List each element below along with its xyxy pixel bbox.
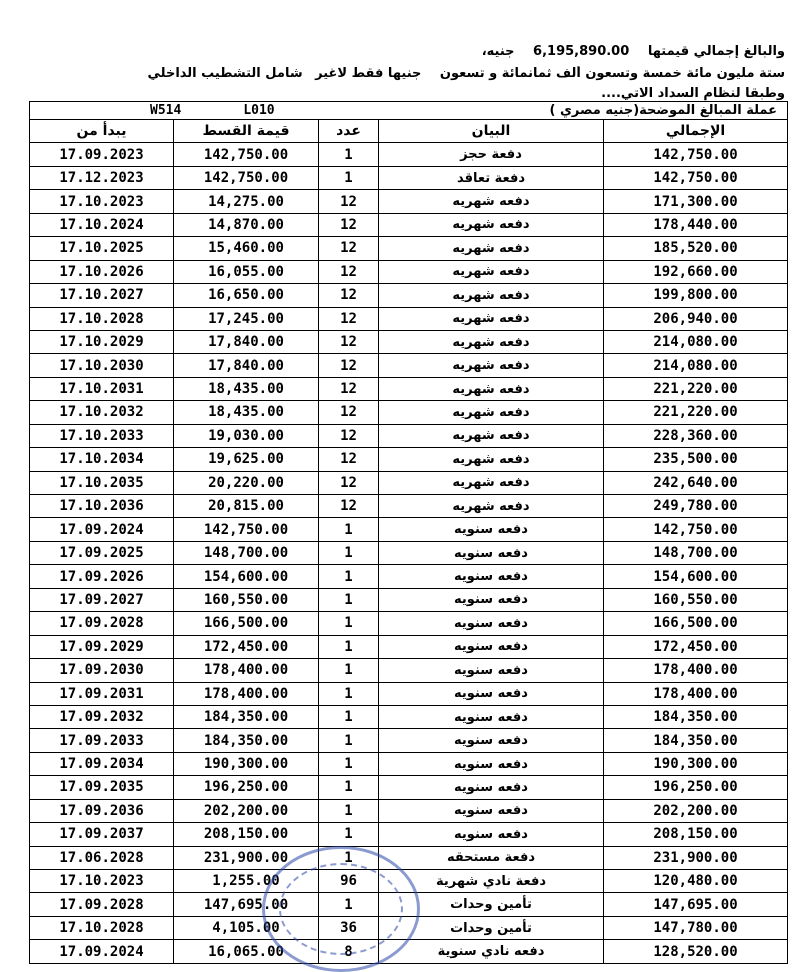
cell-total: 202,200.00: [604, 799, 788, 822]
cell-installment: 160,550.00: [174, 588, 319, 611]
cell-start: 17.10.2027: [30, 284, 174, 307]
cell-installment: 178,400.00: [174, 659, 319, 682]
cell-count: 1: [319, 518, 379, 541]
cell-installment: 202,200.00: [174, 799, 319, 822]
cell-count: 1: [319, 166, 379, 189]
cell-description: دفعه سنويه: [379, 799, 604, 822]
cell-start: 17.09.2037: [30, 823, 174, 846]
table-row: [30, 565, 788, 588]
total-value-currency: جنيه،: [481, 44, 515, 59]
table-row: [30, 682, 788, 705]
cell-start: 17.09.2031: [30, 682, 174, 705]
cell-description: دفعه شهريه: [379, 213, 604, 236]
cell-description: دفعة تعاقد: [379, 166, 604, 189]
cell-count: 96: [319, 870, 379, 893]
cell-count: 12: [319, 377, 379, 400]
cell-description: دفعه سنويه: [379, 565, 604, 588]
cell-start: 17.06.2028: [30, 846, 174, 869]
cell-installment: 19,030.00: [174, 424, 319, 447]
cell-start: 17.09.2029: [30, 635, 174, 658]
table-row: [30, 471, 788, 494]
cell-installment: 19,625.00: [174, 448, 319, 471]
table-row: [30, 237, 788, 260]
cell-installment: 14,870.00: [174, 213, 319, 236]
cell-total: 147,780.00: [604, 916, 788, 939]
header-line-2: [14, 44, 785, 59]
cell-total: 172,450.00: [604, 635, 788, 658]
cell-description: دفعه شهريه: [379, 471, 604, 494]
column-header-description: البيان: [379, 120, 604, 143]
cell-start: 17.10.2035: [30, 471, 174, 494]
cell-count: 12: [319, 354, 379, 377]
table-row: [30, 893, 788, 916]
cell-total: 142,750.00: [604, 518, 788, 541]
cell-installment: 172,450.00: [174, 635, 319, 658]
cell-start: 17.10.2030: [30, 354, 174, 377]
total-value-label: والبالغ إجمالي قيمتها: [647, 44, 785, 59]
cell-total: 148,700.00: [604, 541, 788, 564]
cell-count: 8: [319, 940, 379, 963]
cell-start: 17.09.2024: [30, 940, 174, 963]
amount-in-words: ستة مليون مائة خمسة وتسعون ألف ثمانمائة و تسعون: [439, 66, 785, 81]
cell-count: 12: [319, 495, 379, 518]
cell-total: 154,600.00: [604, 565, 788, 588]
cell-start: 17.09.2026: [30, 565, 174, 588]
cell-description: دفعه سنويه: [379, 729, 604, 752]
cell-start: 17.09.2033: [30, 729, 174, 752]
header-line-4: [14, 86, 785, 101]
cell-count: 1: [319, 565, 379, 588]
cell-description: دفعه سنويه: [379, 705, 604, 728]
cell-total: 184,350.00: [604, 705, 788, 728]
cell-start: 17.10.2033: [30, 424, 174, 447]
cell-total: 142,750.00: [604, 166, 788, 189]
cell-total: 166,500.00: [604, 612, 788, 635]
table-row: [30, 330, 788, 353]
cell-installment: 208,150.00: [174, 823, 319, 846]
cell-count: 12: [319, 237, 379, 260]
cell-count: 12: [319, 401, 379, 424]
cell-count: 12: [319, 190, 379, 213]
payment-system-intro: وطبقا لنظام السداد الاتي....: [601, 86, 785, 101]
table-row: [30, 752, 788, 775]
cell-start: 17.09.2027: [30, 588, 174, 611]
cell-installment: 142,750.00: [174, 518, 319, 541]
finishing-note: شامل التشطيب الداخلي: [147, 66, 303, 81]
cell-start: 17.10.2025: [30, 237, 174, 260]
cell-installment: 142,750.00: [174, 166, 319, 189]
cell-start: 17.09.2023: [30, 143, 174, 166]
cell-total: 214,080.00: [604, 354, 788, 377]
cell-description: دفعه سنويه: [379, 659, 604, 682]
cell-start: 17.12.2023: [30, 166, 174, 189]
cell-count: 12: [319, 307, 379, 330]
cell-start: 17.10.2031: [30, 377, 174, 400]
cell-start: 17.09.2034: [30, 752, 174, 775]
cell-total: 178,400.00: [604, 659, 788, 682]
cell-total: 147,695.00: [604, 893, 788, 916]
cell-description: دفعة مستحقه: [379, 846, 604, 869]
building-code: W514: [150, 103, 182, 118]
cell-installment: 147,695.00: [174, 893, 319, 916]
cell-description: دفعة نادي شهرية: [379, 870, 604, 893]
table-row: [30, 916, 788, 939]
cell-total: 214,080.00: [604, 330, 788, 353]
amount-only-note: جنيها فقط لاغير: [315, 66, 422, 81]
table-row: [30, 190, 788, 213]
cell-count: 12: [319, 260, 379, 283]
cell-description: دفعه شهريه: [379, 424, 604, 447]
cell-count: 1: [319, 799, 379, 822]
cell-installment: 16,055.00: [174, 260, 319, 283]
cell-description: دفعه شهريه: [379, 190, 604, 213]
cell-count: 1: [319, 823, 379, 846]
cell-total: 192,660.00: [604, 260, 788, 283]
table-row: [30, 284, 788, 307]
cell-start: 17.09.2032: [30, 705, 174, 728]
cell-total: 160,550.00: [604, 588, 788, 611]
column-header-count: عدد: [319, 120, 379, 143]
cell-total: 185,520.00: [604, 237, 788, 260]
table-row: [30, 354, 788, 377]
table-row: [30, 166, 788, 189]
cell-total: 249,780.00: [604, 495, 788, 518]
table-row: [30, 424, 788, 447]
column-header-total: الإجمالي: [604, 120, 788, 143]
cell-total: 142,750.00: [604, 143, 788, 166]
cell-count: 1: [319, 846, 379, 869]
cell-start: 17.09.2030: [30, 659, 174, 682]
column-header-installment: قيمة القسط: [174, 120, 319, 143]
cell-installment: 166,500.00: [174, 612, 319, 635]
table-row: [30, 495, 788, 518]
cell-installment: 190,300.00: [174, 752, 319, 775]
table-row: [30, 612, 788, 635]
cell-start: 17.10.2023: [30, 190, 174, 213]
cell-start: 17.10.2023: [30, 870, 174, 893]
cell-installment: 184,350.00: [174, 705, 319, 728]
table-row: [30, 776, 788, 799]
cell-description: تأمين وحدات: [379, 916, 604, 939]
cell-count: 1: [319, 776, 379, 799]
cell-description: دفعه سنويه: [379, 612, 604, 635]
cell-installment: 20,220.00: [174, 471, 319, 494]
table-row: [30, 940, 788, 963]
cell-installment: 17,840.00: [174, 354, 319, 377]
cell-start: 17.10.2036: [30, 495, 174, 518]
cell-count: 12: [319, 471, 379, 494]
cell-start: 17.10.2034: [30, 448, 174, 471]
cell-installment: 196,250.00: [174, 776, 319, 799]
cell-total: 171,300.00: [604, 190, 788, 213]
cell-total: 221,220.00: [604, 377, 788, 400]
cell-count: 1: [319, 682, 379, 705]
table-row: [30, 705, 788, 728]
cell-installment: 154,600.00: [174, 565, 319, 588]
cell-start: 17.10.2024: [30, 213, 174, 236]
cell-description: دفعه شهريه: [379, 237, 604, 260]
codes-cell: [30, 102, 788, 120]
table-row: [30, 260, 788, 283]
table-row: [30, 823, 788, 846]
cell-count: 1: [319, 659, 379, 682]
cell-start: 17.10.2032: [30, 401, 174, 424]
cell-start: 17.10.2028: [30, 916, 174, 939]
cell-installment: 18,435.00: [174, 377, 319, 400]
cell-description: دفعه شهريه: [379, 495, 604, 518]
cell-count: 1: [319, 541, 379, 564]
cell-installment: 4,105.00: [174, 916, 319, 939]
unit-code: L010: [243, 103, 275, 118]
table-row: [30, 213, 788, 236]
cell-description: دفعه نادي سنوية: [379, 940, 604, 963]
cell-description: دفعه سنويه: [379, 823, 604, 846]
cell-total: 221,220.00: [604, 401, 788, 424]
cell-description: تأمين وحدات: [379, 893, 604, 916]
cell-description: دفعه شهريه: [379, 448, 604, 471]
total-value-amount: 6,195,890.00: [533, 44, 630, 59]
cell-installment: 17,245.00: [174, 307, 319, 330]
cell-total: 128,520.00: [604, 940, 788, 963]
cell-start: 17.09.2028: [30, 612, 174, 635]
cell-start: 17.09.2028: [30, 893, 174, 916]
cell-description: دفعه سنويه: [379, 518, 604, 541]
table-row: [30, 635, 788, 658]
cell-description: دفعه سنويه: [379, 776, 604, 799]
table-row: [30, 729, 788, 752]
cell-installment: 16,065.00: [174, 940, 319, 963]
cell-count: 1: [319, 143, 379, 166]
cell-description: دفعه سنويه: [379, 541, 604, 564]
cell-total: 178,440.00: [604, 213, 788, 236]
cell-total: 228,360.00: [604, 424, 788, 447]
cell-total: 235,500.00: [604, 448, 788, 471]
cell-start: 17.10.2028: [30, 307, 174, 330]
table-codes-row: [30, 102, 788, 120]
cell-description: دفعه سنويه: [379, 752, 604, 775]
cell-description: دفعه شهريه: [379, 284, 604, 307]
cell-description: دفعه شهريه: [379, 377, 604, 400]
cell-installment: 142,750.00: [174, 143, 319, 166]
cell-count: 1: [319, 612, 379, 635]
cell-installment: 178,400.00: [174, 682, 319, 705]
table-row: [30, 799, 788, 822]
cell-total: 208,150.00: [604, 823, 788, 846]
cell-description: دفعه شهريه: [379, 330, 604, 353]
table-row: [30, 448, 788, 471]
cell-total: 120,480.00: [604, 870, 788, 893]
cell-description: دفعة حجز: [379, 143, 604, 166]
table-row: [30, 307, 788, 330]
cell-description: دفعه سنويه: [379, 588, 604, 611]
cell-installment: 14,275.00: [174, 190, 319, 213]
cell-description: دفعه سنويه: [379, 682, 604, 705]
table-header-row: [30, 120, 788, 143]
table-row: [30, 518, 788, 541]
cell-description: دفعه شهريه: [379, 307, 604, 330]
cell-count: 1: [319, 588, 379, 611]
cell-count: 1: [319, 729, 379, 752]
table-row: [30, 870, 788, 893]
cell-total: 206,940.00: [604, 307, 788, 330]
cell-start: 17.09.2025: [30, 541, 174, 564]
cell-count: 1: [319, 893, 379, 916]
cell-total: 199,800.00: [604, 284, 788, 307]
table-row: [30, 659, 788, 682]
cell-description: دفعه شهريه: [379, 354, 604, 377]
cell-installment: 15,460.00: [174, 237, 319, 260]
table-row: [30, 401, 788, 424]
cell-description: دفعه شهريه: [379, 260, 604, 283]
cell-start: 17.10.2026: [30, 260, 174, 283]
cell-installment: 184,350.00: [174, 729, 319, 752]
cell-start: 17.09.2024: [30, 518, 174, 541]
cell-count: 1: [319, 752, 379, 775]
cell-count: 36: [319, 916, 379, 939]
cell-total: 242,640.00: [604, 471, 788, 494]
cell-count: 12: [319, 213, 379, 236]
currency-note: عملة المبالغ الموضحة(جنيه مصري ): [549, 103, 778, 118]
cell-count: 1: [319, 705, 379, 728]
cell-count: 12: [319, 330, 379, 353]
header-line-3: [14, 66, 785, 81]
cell-count: 12: [319, 448, 379, 471]
cell-total: 231,900.00: [604, 846, 788, 869]
table-row: [30, 143, 788, 166]
cell-description: دفعه شهريه: [379, 401, 604, 424]
cell-count: 12: [319, 424, 379, 447]
cell-count: 1: [319, 635, 379, 658]
cell-installment: 1,255.00: [174, 870, 319, 893]
cell-start: 17.10.2029: [30, 330, 174, 353]
table-row: [30, 846, 788, 869]
cell-description: دفعه سنويه: [379, 635, 604, 658]
cell-installment: 20,815.00: [174, 495, 319, 518]
payment-schedule-table: [29, 101, 788, 964]
cell-total: 184,350.00: [604, 729, 788, 752]
cell-count: 12: [319, 284, 379, 307]
cell-installment: 17,840.00: [174, 330, 319, 353]
cell-start: 17.09.2035: [30, 776, 174, 799]
cell-installment: 18,435.00: [174, 401, 319, 424]
column-header-start: يبدأ من: [30, 120, 174, 143]
table-row: [30, 588, 788, 611]
cell-installment: 16,650.00: [174, 284, 319, 307]
cell-total: 190,300.00: [604, 752, 788, 775]
cell-installment: 148,700.00: [174, 541, 319, 564]
table-row: [30, 377, 788, 400]
table-row: [30, 541, 788, 564]
cell-start: 17.09.2036: [30, 799, 174, 822]
cell-installment: 231,900.00: [174, 846, 319, 869]
cell-total: 178,400.00: [604, 682, 788, 705]
cell-total: 196,250.00: [604, 776, 788, 799]
